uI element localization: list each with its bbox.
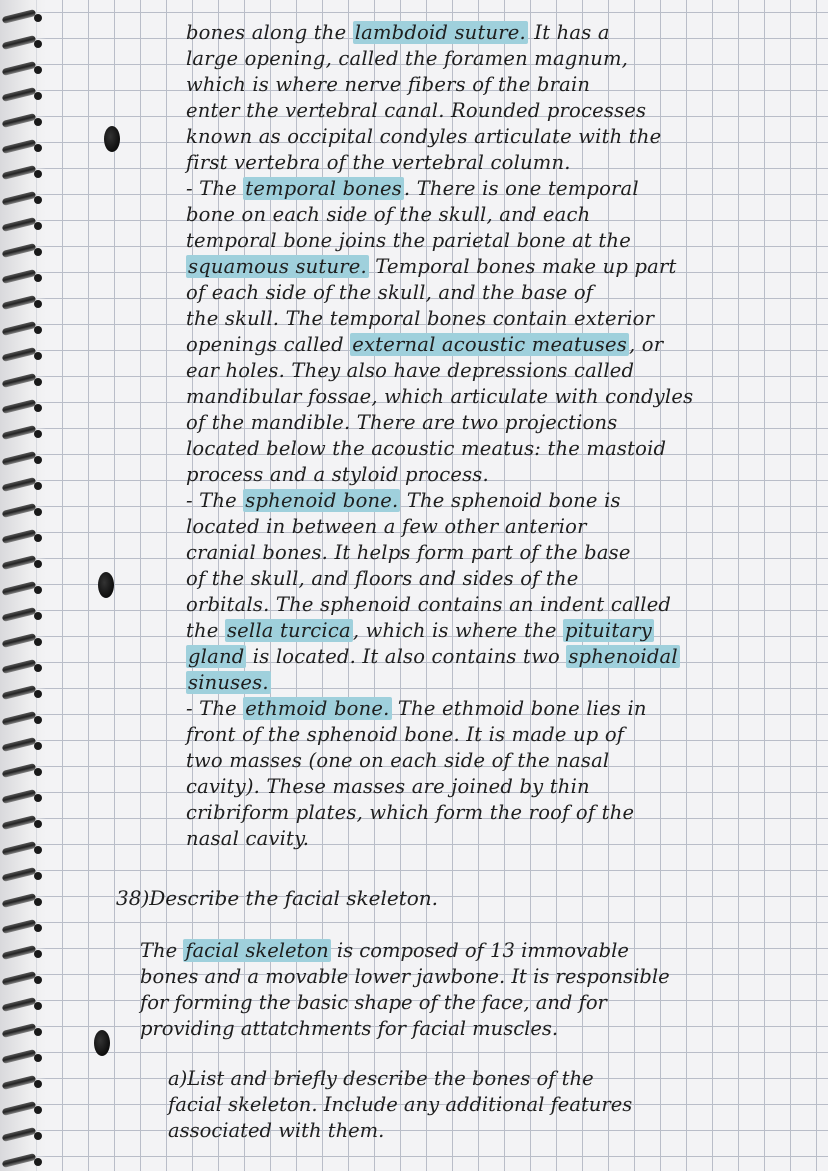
text-line <box>186 72 816 98</box>
spiral-coil <box>2 556 42 570</box>
spiral-coil <box>2 322 42 336</box>
text-segment: cranial bones. It helps form part of the base <box>186 541 631 564</box>
text-line <box>186 358 816 384</box>
spiral-coil <box>2 1102 42 1116</box>
text-segment: openings called <box>186 333 351 356</box>
highlighted-term: sinuses. <box>188 671 269 694</box>
spiral-coil <box>2 10 42 24</box>
text-segment: associated with them. <box>168 1119 385 1142</box>
text-line <box>168 1092 808 1118</box>
text-segment: ear holes. They also have depressions called <box>186 359 635 382</box>
spiral-coil <box>2 62 42 76</box>
spiral-coil <box>2 764 42 778</box>
spiral-coil <box>2 1076 42 1090</box>
text-segment: - The <box>186 489 244 512</box>
spiral-coil <box>2 1154 42 1168</box>
text-line <box>186 826 816 852</box>
text-line <box>186 332 816 358</box>
text-segment: of each side of the skull, and the base of <box>186 281 594 304</box>
text-segment: front of the sphenoid bone. It is made up of <box>186 723 625 746</box>
highlighted-term: facial skeleton <box>185 939 329 962</box>
facial-skeleton-answer <box>140 938 820 1042</box>
spiral-coil <box>2 192 42 206</box>
spiral-coil <box>2 296 42 310</box>
spiral-coil <box>2 114 42 128</box>
spiral-coil <box>2 1050 42 1064</box>
text-segment: mandibular fossae, which articulate with condyles <box>186 385 694 408</box>
spiral-coil <box>2 478 42 492</box>
text-segment: cavity). These masses are joined by thin <box>186 775 590 798</box>
text-line <box>186 150 816 176</box>
text-line <box>186 540 816 566</box>
text-line <box>186 566 816 592</box>
highlighted-term: temporal bones <box>245 177 402 200</box>
spiral-coil <box>2 218 42 232</box>
text-segment: of the skull, and floors and sides of the <box>186 567 579 590</box>
text-segment: - The <box>186 177 244 200</box>
spiral-coil <box>2 712 42 726</box>
spiral-coil <box>2 1024 42 1038</box>
subquestion-a <box>168 1066 808 1144</box>
text-line <box>186 514 816 540</box>
text-segment: It has a <box>527 21 610 44</box>
text-segment: is located. It also contains two <box>246 645 567 668</box>
text-segment: of the mandible. There are two projections <box>186 411 618 434</box>
spiral-coil <box>2 270 42 284</box>
spiral-coil <box>2 686 42 700</box>
spiral-coil <box>2 998 42 1012</box>
spiral-coil <box>2 1128 42 1142</box>
text-segment: the <box>186 619 225 642</box>
text-line <box>186 254 816 280</box>
text-segment: The ethmoid bone lies in <box>391 697 647 720</box>
highlighted-term: gland <box>188 645 245 668</box>
text-line <box>186 384 816 410</box>
text-line <box>186 280 816 306</box>
spiral-coil <box>2 608 42 622</box>
spiral-coil <box>2 88 42 102</box>
text-line <box>140 938 820 964</box>
spiral-coil <box>2 530 42 544</box>
text-line <box>168 1066 808 1092</box>
text-line <box>168 1118 808 1144</box>
text-line <box>186 436 816 462</box>
text-line <box>186 800 816 826</box>
text-segment: enter the vertebral canal. Rounded processes <box>186 99 647 122</box>
text-line <box>186 618 816 644</box>
text-line <box>140 1016 820 1042</box>
spiral-coil <box>2 374 42 388</box>
highlighted-term: external acoustic meatuses <box>352 333 627 356</box>
text-line <box>186 228 816 254</box>
text-segment: - The <box>186 697 244 720</box>
spiral-coil <box>2 816 42 830</box>
text-line <box>186 462 816 488</box>
text-line <box>186 46 816 72</box>
text-segment: for forming the basic shape of the face, and for <box>140 991 607 1014</box>
text-segment: nasal cavity. <box>186 827 310 850</box>
text-line <box>186 488 816 514</box>
text-segment: a)List and briefly describe the bones of the <box>168 1067 594 1090</box>
punch-hole-bottom <box>94 1030 110 1056</box>
spiral-coil <box>2 842 42 856</box>
spiral-coil <box>2 244 42 258</box>
text-segment: , which is where the <box>352 619 564 642</box>
text-line <box>186 748 816 774</box>
punch-hole-middle <box>98 572 114 598</box>
text-segment: bones along the <box>186 21 353 44</box>
question-38: 38)Describe the facial skeleton. <box>116 886 439 910</box>
text-segment: bone on each side of the skull, and each <box>186 203 591 226</box>
punch-hole-top <box>104 126 120 152</box>
text-segment: . There is one temporal <box>403 177 639 200</box>
spiral-coil <box>2 894 42 908</box>
spiral-coil <box>2 426 42 440</box>
text-line <box>186 696 816 722</box>
spiral-coil <box>2 348 42 362</box>
highlighted-term: ethmoid bone. <box>245 697 390 720</box>
text-line <box>186 592 816 618</box>
text-segment: process and a styloid process. <box>186 463 489 486</box>
text-segment: The sphenoid bone is <box>400 489 621 512</box>
text-line <box>186 644 816 670</box>
text-segment: orbitals. The sphenoid contains an indent called <box>186 593 672 616</box>
highlighted-term: sphenoid bone. <box>245 489 399 512</box>
spiral-coil <box>2 582 42 596</box>
text-segment: the skull. The temporal bones contain exterior <box>186 307 655 330</box>
text-segment: large opening, called the foramen magnum, <box>186 47 629 70</box>
spiral-binding <box>0 0 46 1171</box>
text-segment: temporal bone joins the parietal bone at the <box>186 229 631 252</box>
text-segment: known as occipital condyles articulate with the <box>186 125 662 148</box>
spiral-coil <box>2 634 42 648</box>
text-segment: located in between a few other anterior <box>186 515 587 538</box>
text-line <box>186 176 816 202</box>
spiral-coil <box>2 400 42 414</box>
text-segment: located below the acoustic meatus: the mastoid <box>186 437 667 460</box>
text-segment: two masses (one on each side of the nasal <box>186 749 610 772</box>
spiral-coil <box>2 140 42 154</box>
text-line <box>186 202 816 228</box>
text-segment: which is where nerve fibers of the brain <box>186 73 591 96</box>
highlighted-term: sphenoidal <box>568 645 678 668</box>
text-line <box>186 670 816 696</box>
text-segment: , or <box>628 333 664 356</box>
text-line <box>186 722 816 748</box>
spiral-coil <box>2 166 42 180</box>
cranial-bones-notes <box>186 20 816 852</box>
spiral-coil <box>2 972 42 986</box>
text-segment: facial skeleton. Include any additional features <box>168 1093 633 1116</box>
text-line <box>186 98 816 124</box>
spiral-coil <box>2 920 42 934</box>
highlighted-term: sella turcica <box>226 619 351 642</box>
highlighted-term: pituitary <box>565 619 652 642</box>
spiral-coil <box>2 868 42 882</box>
text-segment: Temporal bones make up part <box>368 255 677 278</box>
spiral-coil <box>2 946 42 960</box>
text-line <box>186 124 816 150</box>
text-line <box>186 774 816 800</box>
text-line <box>140 990 820 1016</box>
text-line <box>186 410 816 436</box>
text-segment: providing attatchments for facial muscles. <box>140 1017 559 1040</box>
spiral-coil <box>2 660 42 674</box>
text-segment: bones and a movable lower jawbone. It is responsible <box>140 965 670 988</box>
text-line <box>140 964 820 990</box>
spiral-coil <box>2 504 42 518</box>
text-line <box>186 20 816 46</box>
text-line <box>186 306 816 332</box>
text-segment: first vertebra of the vertebral column. <box>186 151 571 174</box>
spiral-coil <box>2 452 42 466</box>
highlighted-term: lambdoid suture. <box>354 21 526 44</box>
text-segment: is composed of 13 immovable <box>330 939 629 962</box>
spiral-coil <box>2 36 42 50</box>
highlighted-term: squamous suture. <box>188 255 367 278</box>
spiral-coil <box>2 790 42 804</box>
text-segment: cribriform plates, which form the roof of the <box>186 801 635 824</box>
spiral-coil <box>2 738 42 752</box>
text-segment: The <box>140 939 184 962</box>
